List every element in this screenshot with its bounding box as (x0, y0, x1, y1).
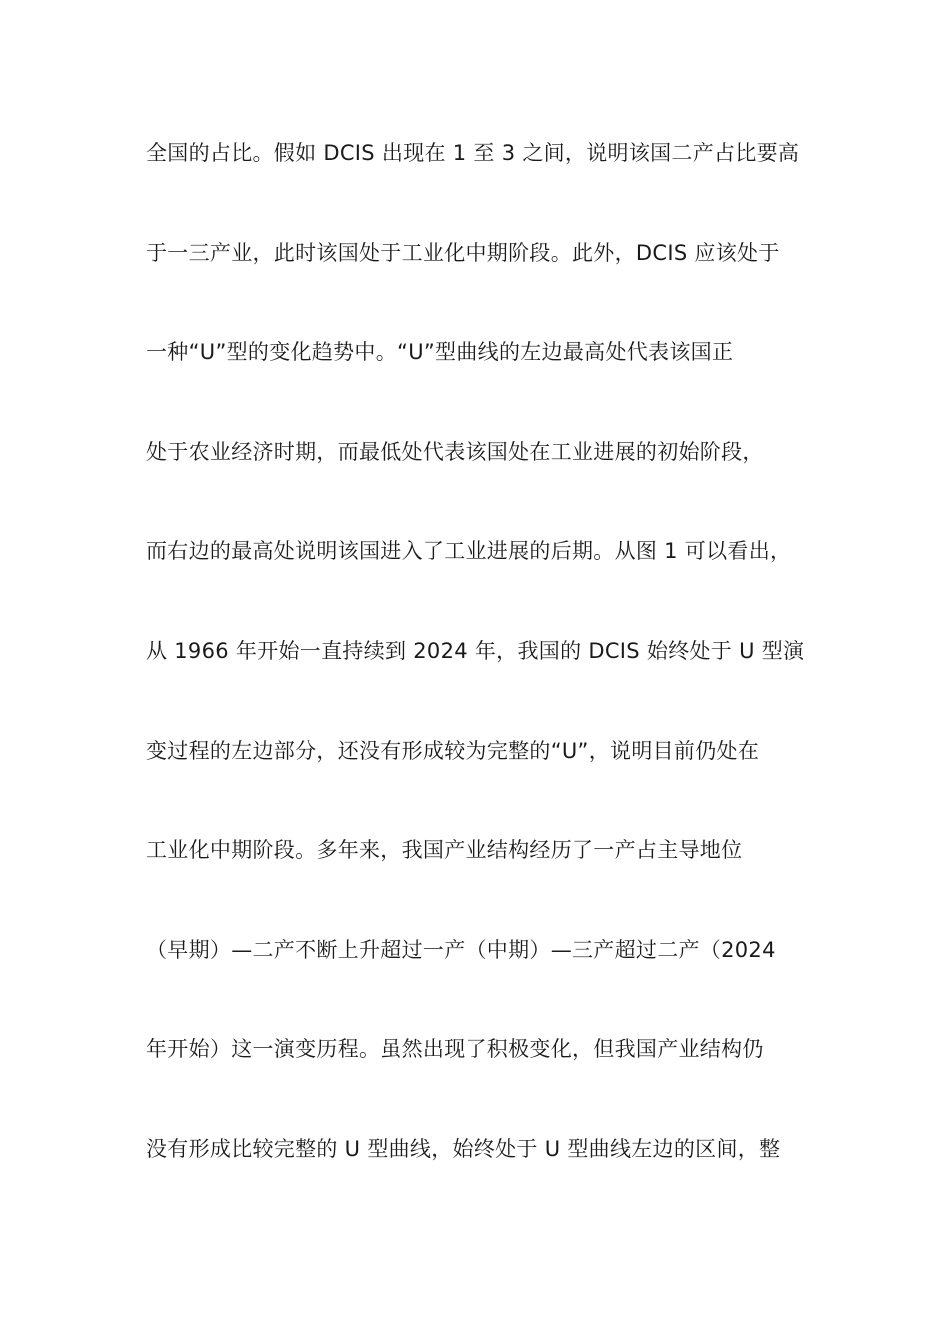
text-line: （早期）—二产不断上升超过一产（中期）—三产超过二产（2024 (146, 937, 776, 962)
text-line: 变过程的左边部分，还没有形成较为完整的“U”，说明目前仍处在 (146, 738, 760, 763)
text-line: 从 1966 年开始一直持续到 2024 年，我国的 DCIS 始终处于 U 型演 (146, 638, 805, 663)
text-line: 年开始）这一演变历程。虽然出现了积极变化，但我国产业结构仍 (146, 1037, 764, 1062)
body-paragraph (146, 130, 826, 1226)
text-line: 于一三产业，此时该国处于工业化中期阶段。此外，DCIS 应该处于 (146, 240, 780, 265)
text-line: 全国的占比。假如 DCIS 出现在 1 至 3 之间，说明该国二产占比要高 (146, 141, 800, 165)
text-line: 没有形成比较完整的 U 型曲线，始终处于 U 型曲线左边的区间，整 (146, 1136, 781, 1161)
text-line: 一种“U”型的变化趋势中。“U”型曲线的左边最高处代表该国正 (146, 340, 734, 365)
text-line: 工业化中期阶段。多年来，我国产业结构经历了一产占主导地位 (146, 838, 743, 863)
text-line: 处于农业经济时期，而最低处代表该国处在工业进展的初始阶段， (146, 439, 764, 464)
text-line: 而右边的最高处说明该国进入了工业进展的后期。从图 1 可以看出， (146, 539, 792, 564)
